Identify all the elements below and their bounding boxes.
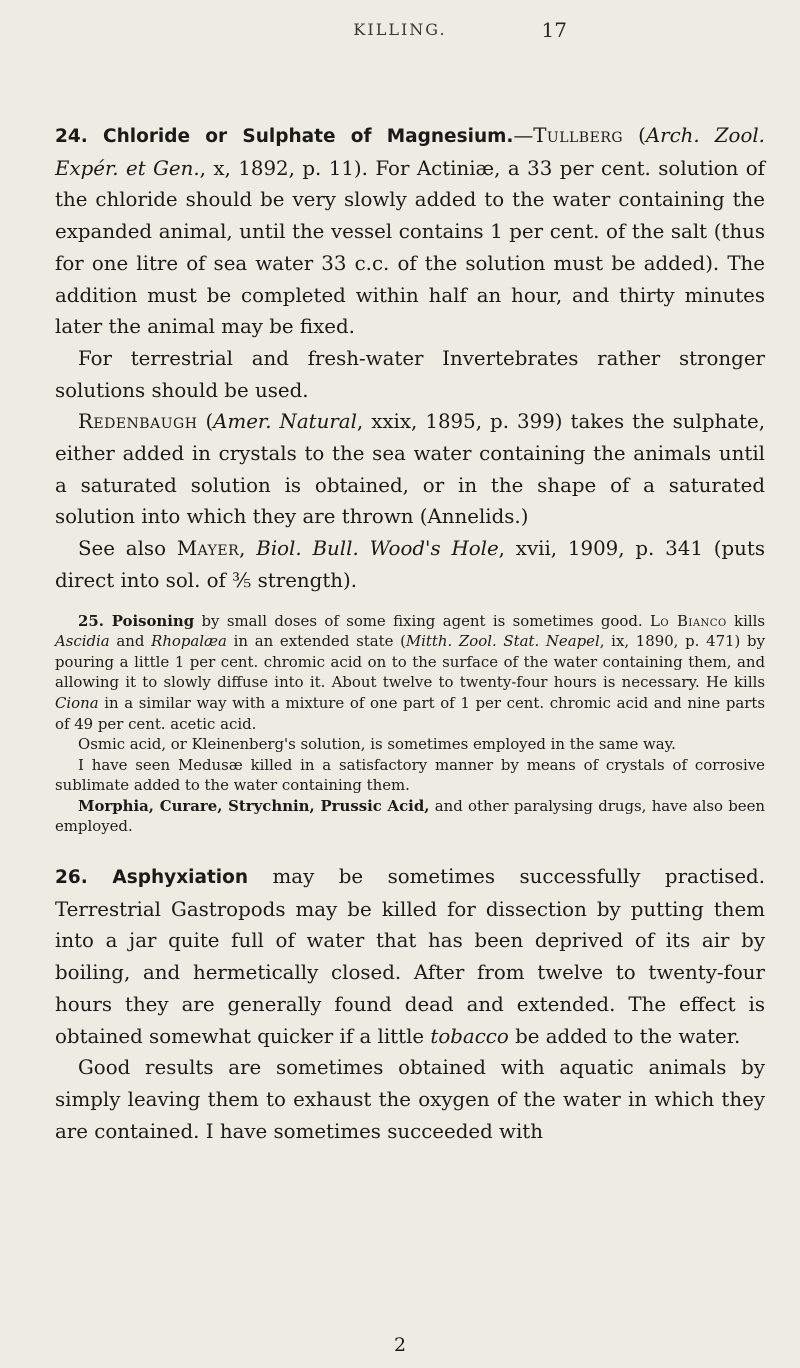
genus-name: Ciona: [55, 693, 99, 712]
journal-citation: Arch. Zool. Expér. et Gen.: [55, 124, 765, 180]
section-24-fresh-water-paragraph: For terrestrial and fresh-water Invertebrates rather stronger solutions should be used.: [55, 346, 765, 402]
fraction: ⅗: [232, 568, 252, 592]
section-24-paragraph: 24. Chloride or Sulphate of Magnesium.—Tullberg (Arch. Zool. Expér. et Gen., x, 1892, p. 11). For Actiniæ, a 33 per cent. solution of the chloride should be very slowly added to the water containing the expanded animal, until the vessel contains 1 per cent. of the salt (thus for one litre of sea water 33 c.c. of the solution must be added). The addition must be completed within half an hour, and thirty minutes later the animal may be fixed.: [55, 124, 765, 339]
author-name: Lo Bianco: [649, 611, 727, 630]
author-name: Redenbaugh: [78, 410, 198, 434]
author-name: Mayer: [176, 537, 240, 561]
section-25-block: [55, 611, 765, 838]
journal-citation: Mitth. Zool. Stat. Neapel: [405, 632, 600, 651]
osmic-acid-paragraph: Osmic acid, or Kleinenberg's solution, is sometimes employed in the same way.: [78, 735, 676, 754]
running-title: KILLING.: [353, 20, 447, 39]
signature-mark: 2: [393, 1334, 407, 1356]
section-24-heading: 24. Chloride or Sulphate of Magnesium.: [55, 126, 514, 147]
running-head: [0, 18, 800, 48]
section-25-paragraph: 25. Poisoning by small doses of some fixing agent is sometimes good. Lo Bianco kills Ascidia and Rhopalæa in an extended state (Mitth. Zool. Stat. Neapel, ix, 1890, p. 471) by pouring a little 1 per cent. chromic acid on to the surface of the water containing them, and allowing it to slowly diffuse into it. About twelve to twenty-four hours is necessary. He kills Ciona in a similar way with a mixture of one part of 1 per cent. chromic acid and nine parts of 49 per cent. acetic acid.: [55, 611, 765, 733]
section-24-see-also-paragraph: See also Mayer, Biol. Bull. Wood's Hole, xvii, 1909, p. 341 (puts direct into sol. of ⅗ strength).: [55, 537, 765, 592]
medusae-paragraph: I have seen Medusæ killed in a satisfactory manner by means of crystals of corrosive sublimate added to the water containing them.: [55, 755, 765, 795]
author-name: Tullberg: [533, 124, 624, 147]
tobacco-term: tobacco: [430, 1024, 509, 1048]
journal-citation: Amer. Natural: [213, 410, 357, 434]
section-25-heading: 25. Poisoning: [78, 611, 195, 630]
section-26-heading: 26. Asphyxiation: [55, 867, 249, 889]
page-number: 17: [541, 18, 567, 42]
drug-names: Morphia, Curare, Strychnin, Prussic Acid,: [78, 796, 430, 815]
section-24-redenbaugh-paragraph: Redenbaugh (Amer. Natural, xxix, 1895, p. 399) takes the sulphate, either added in crystals to the sea water containing the animals until a saturated solution is obtained, or in the shape of a saturated solution into which they are thrown (Annelids.): [55, 410, 765, 529]
journal-citation: Biol. Bull. Wood's Hole: [256, 537, 499, 561]
section-26-paragraph: 26. Asphyxiation may be sometimes successfully practised. Terrestrial Gastropods may be killed for dissection by putting them into a jar quite full of water that has been deprived of its air by boiling, and hermetically closed. After from twelve to twenty-four hours they are generally found dead and extended. The effect is obtained somewhat quicker if a little tobacco be added to the water.: [55, 865, 765, 1048]
genus-name: Ascidia: [55, 632, 110, 651]
paralysing-drugs-paragraph: Morphia, Curare, Strychnin, Prussic Acid, and other paralysing drugs, have also been employed.: [55, 796, 765, 836]
body-text: [55, 120, 765, 1147]
genus-name: Rhopalæa: [151, 632, 227, 651]
section-26-aquatic-paragraph: Good results are sometimes obtained with aquatic animals by simply leaving them to exhaust the oxygen of the water in which they are contained. I have sometimes succeeded with: [55, 1056, 765, 1143]
